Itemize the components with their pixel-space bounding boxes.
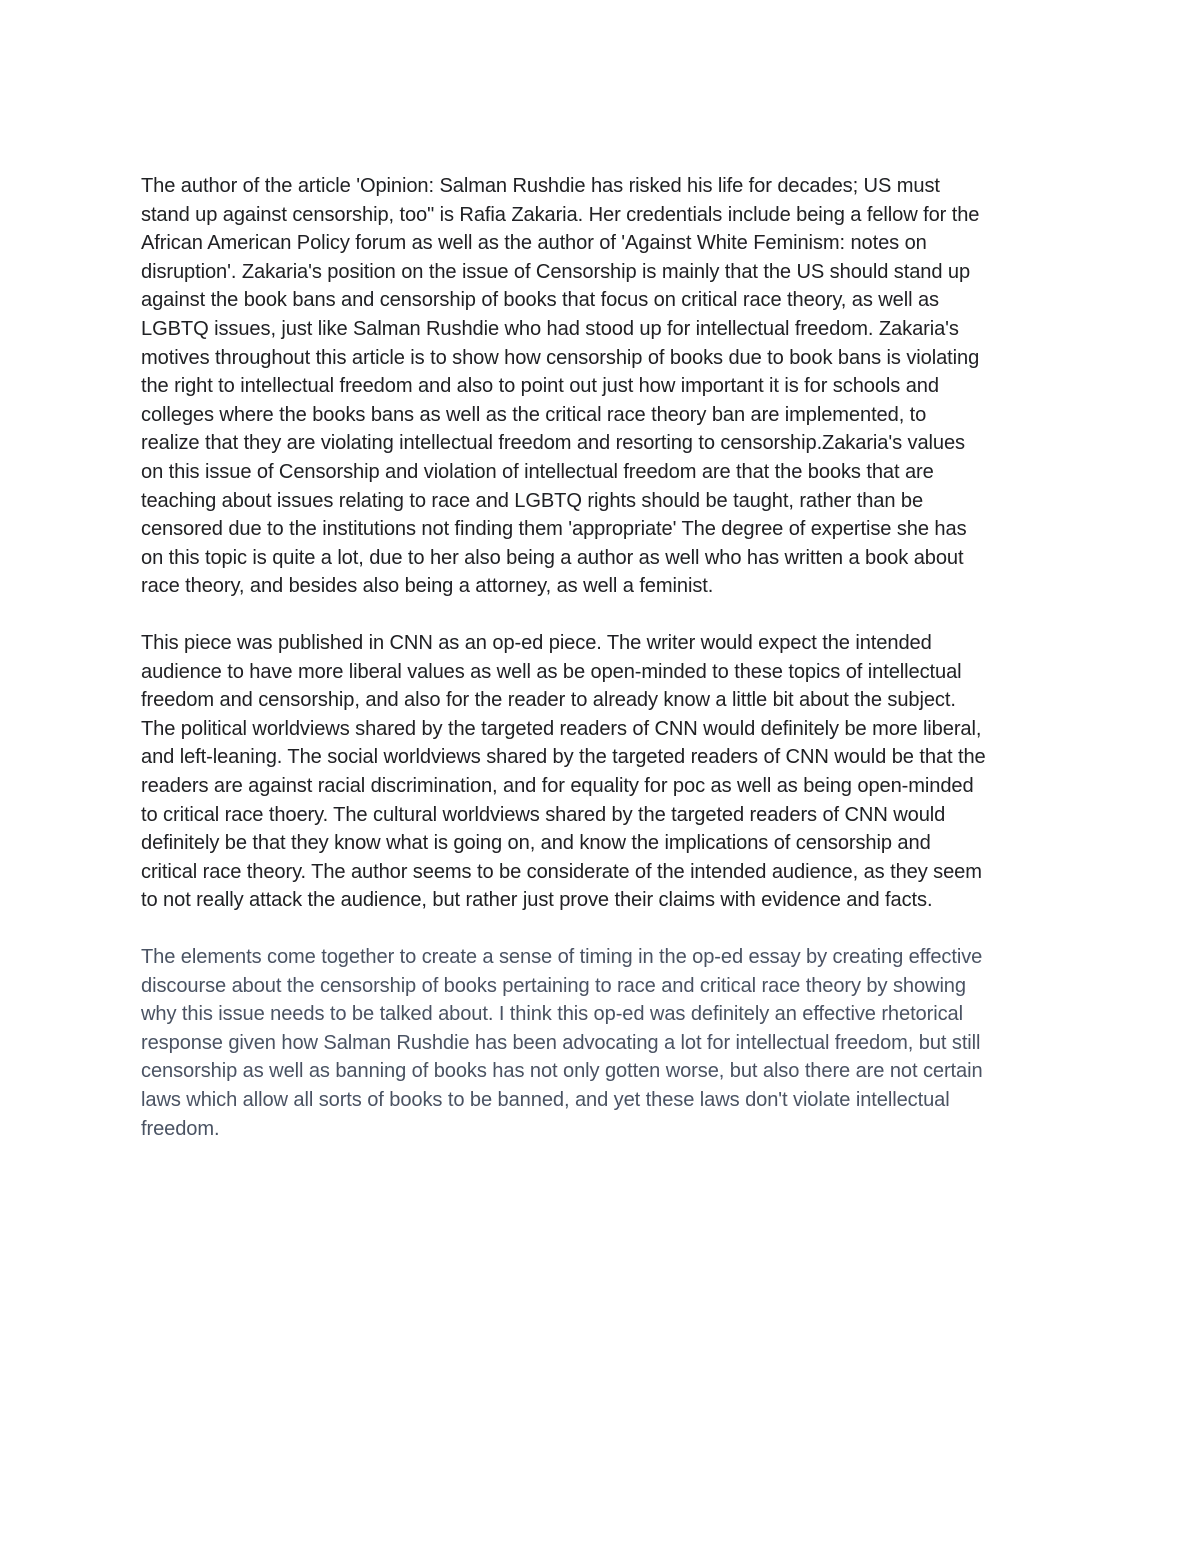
text-line: race theory, and besides also being a attorney, as well a feminist. [141, 575, 714, 598]
text-line: LGBTQ issues, just like Salman Rushdie who had stood up for intellectual freedom. Zakaria's [141, 317, 959, 340]
paragraph-audience [141, 629, 1066, 915]
paragraph-timing [141, 943, 1066, 1143]
text-line: disruption'. Zakaria's position on the issue of Censorship is mainly that the US should stand up [141, 260, 971, 283]
text-line: audience to have more liberal values as well as be open-minded to these topics of intellectual [141, 660, 962, 683]
text-line: on this issue of Censorship and violation of intellectual freedom are that the books that are [141, 460, 934, 483]
text-line: laws which allow all sorts of books to be banned, and yet these laws don't violate intellectual [141, 1088, 950, 1111]
text-line: The author of the article 'Opinion: Salman Rushdie has risked his life for decades; US must [141, 175, 940, 197]
text-line: and left-leaning. The social worldviews shared by the targeted readers of CNN would be that the [141, 746, 986, 769]
text-line: discourse about the censorship of books pertaining to race and critical race theory by showing [141, 974, 966, 997]
text-line: response given how Salman Rushdie has been advocating a lot for intellectual freedom, but still [141, 1031, 981, 1054]
text-line: censorship as well as banning of books has not only gotten worse, but also there are not certain [141, 1060, 983, 1083]
text-line: against the book bans and censorship of books that focus on critical race theory, as well as [141, 289, 939, 312]
text-line: motives throughout this article is to show how censorship of books due to book bans is violating [141, 346, 980, 369]
text-line: why this issue needs to be talked about. I think this op-ed was definitely an effective rhetorical [141, 1003, 963, 1026]
text-line: freedom. [141, 1117, 220, 1140]
text-line: to not really attack the audience, but rather just prove their claims with evidence and facts. [141, 889, 933, 912]
text-line: stand up against censorship, too" is Rafia Zakaria. Her credentials include being a fellow for the [141, 203, 980, 226]
text-line: on this topic is quite a lot, due to her also being a author as well who has written a book about [141, 546, 964, 569]
text-line: to critical race thoery. The cultural worldviews shared by the targeted readers of CNN would [141, 803, 946, 826]
text-line: The political worldviews shared by the targeted readers of CNN would definitely be more liberal, [141, 717, 982, 740]
text-line: colleges where the books bans as well as the critical race theory ban are implemented, to [141, 403, 927, 426]
text-line: This piece was published in CNN as an op-ed piece. The writer would expect the intended [141, 632, 932, 654]
text-line: critical race theory. The author seems to be considerate of the intended audience, as they seem [141, 860, 982, 883]
text-line: the right to intellectual freedom and also to point out just how important it is for schools and [141, 375, 939, 398]
text-line: teaching about issues relating to race and LGBTQ rights should be taught, rather than be [141, 489, 924, 512]
text-line: The elements come together to create a sense of timing in the op-ed essay by creating effective [141, 946, 983, 968]
text-line: definitely be that they know what is going on, and know the implications of censorship and [141, 832, 931, 855]
text-line: censored due to the institutions not finding them 'appropriate' The degree of expertise she has [141, 518, 967, 541]
text-line: realize that they are violating intellectual freedom and resorting to censorship.Zakaria's values [141, 432, 966, 455]
text-line: readers are against racial discrimination, and for equality for poc as well as being open-minded [141, 774, 974, 797]
paragraph-author-credentials [141, 172, 1066, 601]
text-line: African American Policy forum as well as the author of 'Against White Feminism: notes on [141, 232, 927, 255]
text-line: freedom and censorship, and also for the reader to already know a little bit about the subject. [141, 689, 956, 712]
